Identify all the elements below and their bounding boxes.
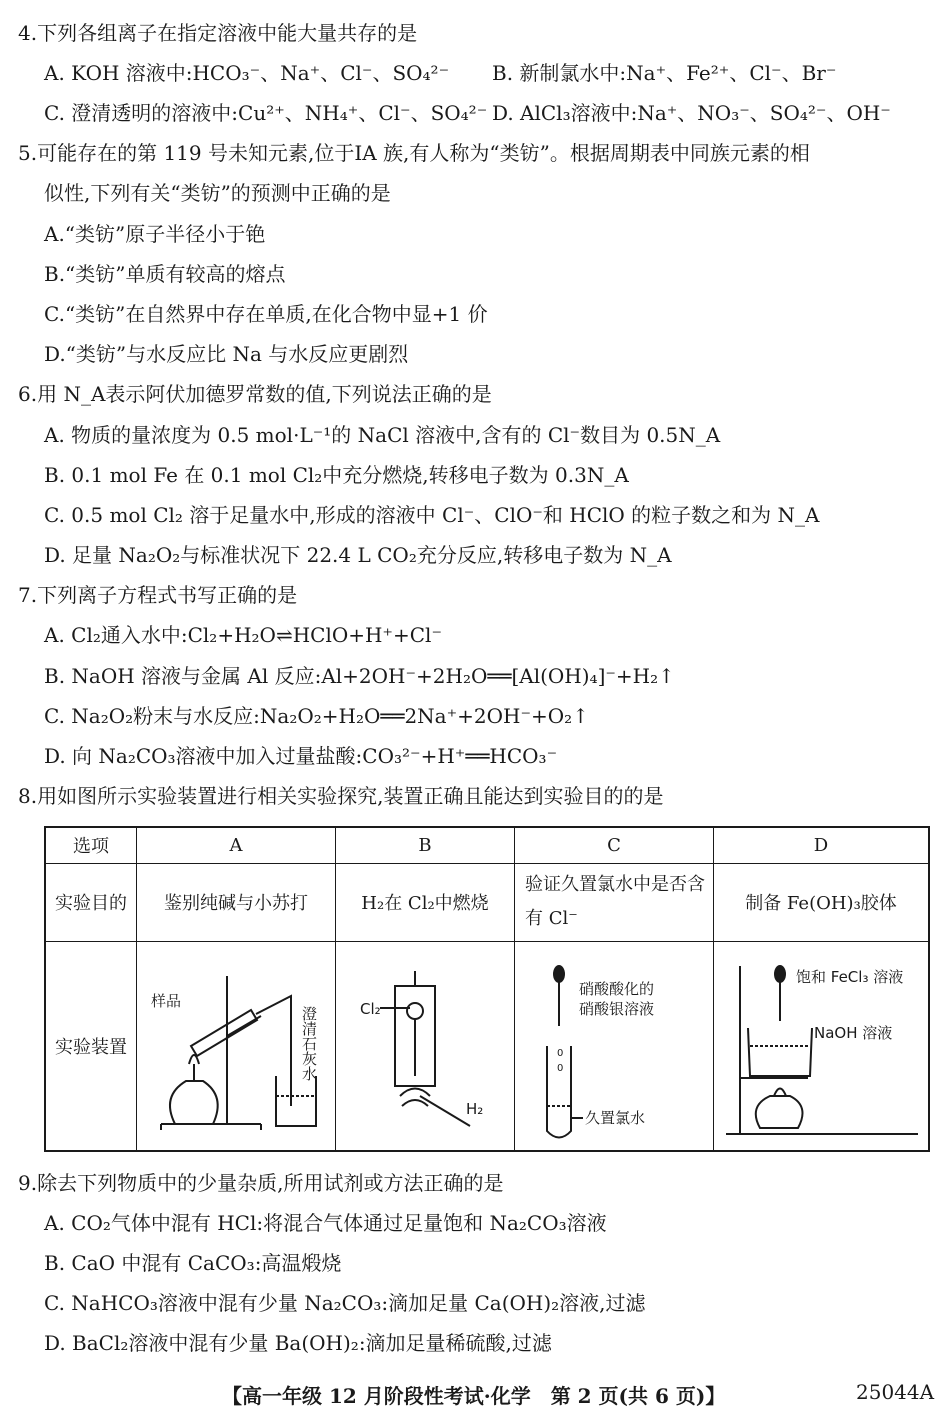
label-naoh: NaOH 溶液 bbox=[814, 1023, 893, 1042]
label-limewater: 澄清石灰水 bbox=[300, 1005, 318, 1081]
col-header-a: A bbox=[137, 827, 336, 863]
apparatus-b bbox=[336, 941, 515, 1151]
svg-text:0: 0 bbox=[557, 1062, 564, 1074]
apparatus-a bbox=[137, 941, 336, 1151]
test-tube-diagram bbox=[519, 946, 709, 1146]
q6-option-d: D. 足量 Na₂O₂与标准状况下 22.4 L CO₂充分反应,转移电子数为 N_A bbox=[44, 543, 672, 567]
q7-option-d: D. 向 Na₂CO₃溶液中加入过量盐酸:CO₃²⁻+H⁺══HCO₃⁻ bbox=[44, 744, 558, 768]
q4-option-c: C. 澄清透明的溶液中:Cu²⁺、NH₄⁺、Cl⁻、SO₄²⁻ bbox=[44, 101, 488, 125]
experiment-table bbox=[44, 826, 930, 1152]
label-cl2: Cl₂ bbox=[360, 999, 381, 1018]
q7-stem: 7.下列离子方程式书写正确的是 bbox=[18, 583, 298, 607]
q5-stem-line1: 5.可能存在的第 119 号未知元素,位于ⅠA 族,有人称为“类钫”。根据周期表中同族元素的相 bbox=[18, 141, 810, 165]
q9-stem: 9.除去下列物质中的少量杂质,所用试剂或方法正确的是 bbox=[18, 1171, 504, 1195]
q9-option-d: D. BaCl₂溶液中混有少量 Ba(OH)₂:滴加足量稀硫酸,过滤 bbox=[44, 1331, 552, 1355]
apparatus-c bbox=[515, 941, 714, 1151]
label-h2: H₂ bbox=[466, 1099, 484, 1118]
colloid-apparatus-diagram bbox=[718, 946, 924, 1146]
table-row-apparatus bbox=[45, 941, 929, 1151]
purpose-d: 制备 Fe(OH)₃胶体 bbox=[714, 863, 930, 941]
q4-stem: 4.下列各组离子在指定溶液中能大量共存的是 bbox=[18, 21, 418, 45]
q4-option-d: D. AlCl₃溶液中:Na⁺、NO₃⁻、SO₄²⁻、OH⁻ bbox=[492, 101, 891, 125]
q9-option-a: A. CO₂气体中混有 HCl:将混合气体通过足量饱和 Na₂CO₃溶液 bbox=[44, 1211, 607, 1235]
col-header-c: C bbox=[515, 827, 714, 863]
hydrogen-chlorine-diagram bbox=[340, 946, 510, 1146]
q5-option-b: B.“类钫”单质有较高的熔点 bbox=[44, 262, 286, 286]
q4-option-b: B. 新制氯水中:Na⁺、Fe²⁺、Cl⁻、Br⁻ bbox=[492, 61, 837, 85]
header-apparatus: 实验装置 bbox=[45, 941, 137, 1151]
q7-option-a: A. Cl₂通入水中:Cl₂+H₂O⇌HClO+H⁺+Cl⁻ bbox=[44, 623, 443, 647]
q5-stem-line2: 似性,下列有关“类钫”的预测中正确的是 bbox=[44, 181, 391, 205]
footer-title: 【高一年级 12 月阶段性考试·化学 第 2 页(共 6 页)】 bbox=[222, 1384, 726, 1408]
col-header-b: B bbox=[336, 827, 515, 863]
table-row-options bbox=[45, 827, 929, 863]
header-option: 选项 bbox=[45, 827, 137, 863]
heating-apparatus-diagram bbox=[141, 946, 331, 1146]
q7-option-c: C. Na₂O₂粉末与水反应:Na₂O₂+H₂O══2Na⁺+2OH⁻+O₂↑ bbox=[44, 704, 589, 728]
purpose-c: 验证久置氯水中是否含有 Cl⁻ bbox=[515, 863, 714, 941]
q6-option-b: B. 0.1 mol Fe 在 0.1 mol Cl₂中充分燃烧,转移电子数为 0.3N_A bbox=[44, 463, 629, 487]
col-header-d: D bbox=[714, 827, 930, 863]
purpose-b: H₂在 Cl₂中燃烧 bbox=[336, 863, 515, 941]
svg-text:0: 0 bbox=[557, 1047, 564, 1059]
q6-option-c: C. 0.5 mol Cl₂ 溶于足量水中,形成的溶液中 Cl⁻、ClO⁻和 HClO 的粒子数之和为 N_A bbox=[44, 503, 820, 527]
label-fecl3: 饱和 FeCl₃ 溶液 bbox=[796, 967, 904, 986]
footer-code: 25044A bbox=[856, 1380, 935, 1404]
label-reagent-line2: 硝酸银溶液 bbox=[579, 999, 655, 1018]
q7-option-b: B. NaOH 溶液与金属 Al 反应:Al+2OH⁻+2H₂O══[Al(OH)₄]⁻+H₂↑ bbox=[44, 664, 675, 688]
q5-option-a: A.“类钫”原子半径小于铯 bbox=[44, 222, 266, 246]
label-chlorine-water: 久置氯水 bbox=[585, 1108, 646, 1127]
q8-stem: 8.用如图所示实验装置进行相关实验探究,装置正确且能达到实验目的的是 bbox=[18, 784, 664, 808]
q9-option-c: C. NaHCO₃溶液中混有少量 Na₂CO₃:滴加足量 Ca(OH)₂溶液,过滤 bbox=[44, 1291, 646, 1315]
q5-option-c: C.“类钫”在自然界中存在单质,在化合物中显+1 价 bbox=[44, 302, 488, 326]
q9-option-b: B. CaO 中混有 CaCO₃:高温煅烧 bbox=[44, 1251, 342, 1275]
header-purpose: 实验目的 bbox=[45, 863, 137, 941]
q6-option-a: A. 物质的量浓度为 0.5 mol·L⁻¹的 NaCl 溶液中,含有的 Cl⁻数目为 0.5N_A bbox=[44, 423, 721, 447]
label-sample: 样品 bbox=[151, 991, 182, 1010]
purpose-a: 鉴别纯碱与小苏打 bbox=[137, 863, 336, 941]
q5-option-d: D.“类钫”与水反应比 Na 与水反应更剧烈 bbox=[44, 342, 409, 366]
q6-stem: 6.用 N_A表示阿伏加德罗常数的值,下列说法正确的是 bbox=[18, 382, 492, 406]
label-reagent-line1: 硝酸酸化的 bbox=[579, 979, 655, 998]
apparatus-d bbox=[714, 941, 930, 1151]
q4-option-a: A. KOH 溶液中:HCO₃⁻、Na⁺、Cl⁻、SO₄²⁻ bbox=[44, 61, 450, 85]
table-row-purpose bbox=[45, 863, 929, 941]
